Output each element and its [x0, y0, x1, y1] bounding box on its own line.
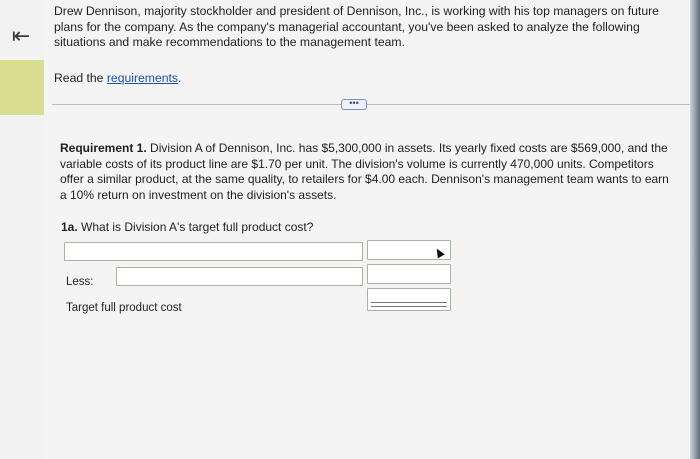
expand-more-button[interactable]: •••	[341, 99, 367, 110]
read-requirements-line	[54, 71, 181, 85]
row1-label-input[interactable]	[64, 242, 363, 261]
requirement-text	[60, 141, 672, 203]
question-page	[44, 0, 690, 459]
back-arrow-icon[interactable]: ⇤	[11, 23, 31, 48]
rail-accent-highlight	[0, 60, 44, 115]
target-full-product-cost-input[interactable]	[367, 288, 451, 311]
question-number: 1a.	[61, 220, 78, 234]
requirement-heading: Requirement 1.	[60, 141, 147, 155]
target-full-product-cost-label: Target full product cost	[66, 302, 182, 314]
window-edge	[690, 0, 700, 459]
requirement-body: Division A of Dennison, Inc. has $5,300,000 in assets. Its yearly fixed costs are $569,000, and the variable costs of its product line are $1.70 per unit. The division's volume is currently 470,000 units. Competitors offer a similar product, at the same quality, to retailers for $4.00 each. Dennison's management team wants to earn a 10% return on investment on the division's assets.	[60, 141, 669, 202]
less-label: Less:	[66, 276, 94, 288]
section-divider	[52, 104, 690, 105]
row2-label-input[interactable]	[116, 267, 363, 286]
question-text: What is Division A's target full product cost?	[77, 220, 314, 234]
read-suffix: .	[178, 71, 182, 85]
requirements-link[interactable]: requirements	[106, 71, 178, 85]
intro-paragraph: Drew Dennison, majority stockholder and president of Dennison, Inc., is working with his top managers on future plans for the company. As the company's managerial accountant, you've been asked to analyze the following situations and make recommendations to the management team.	[54, 4, 659, 49]
left-rail	[0, 0, 44, 459]
question-prompt	[61, 220, 313, 234]
read-prefix: Read the	[54, 71, 107, 85]
row2-amount-input[interactable]	[367, 264, 451, 284]
